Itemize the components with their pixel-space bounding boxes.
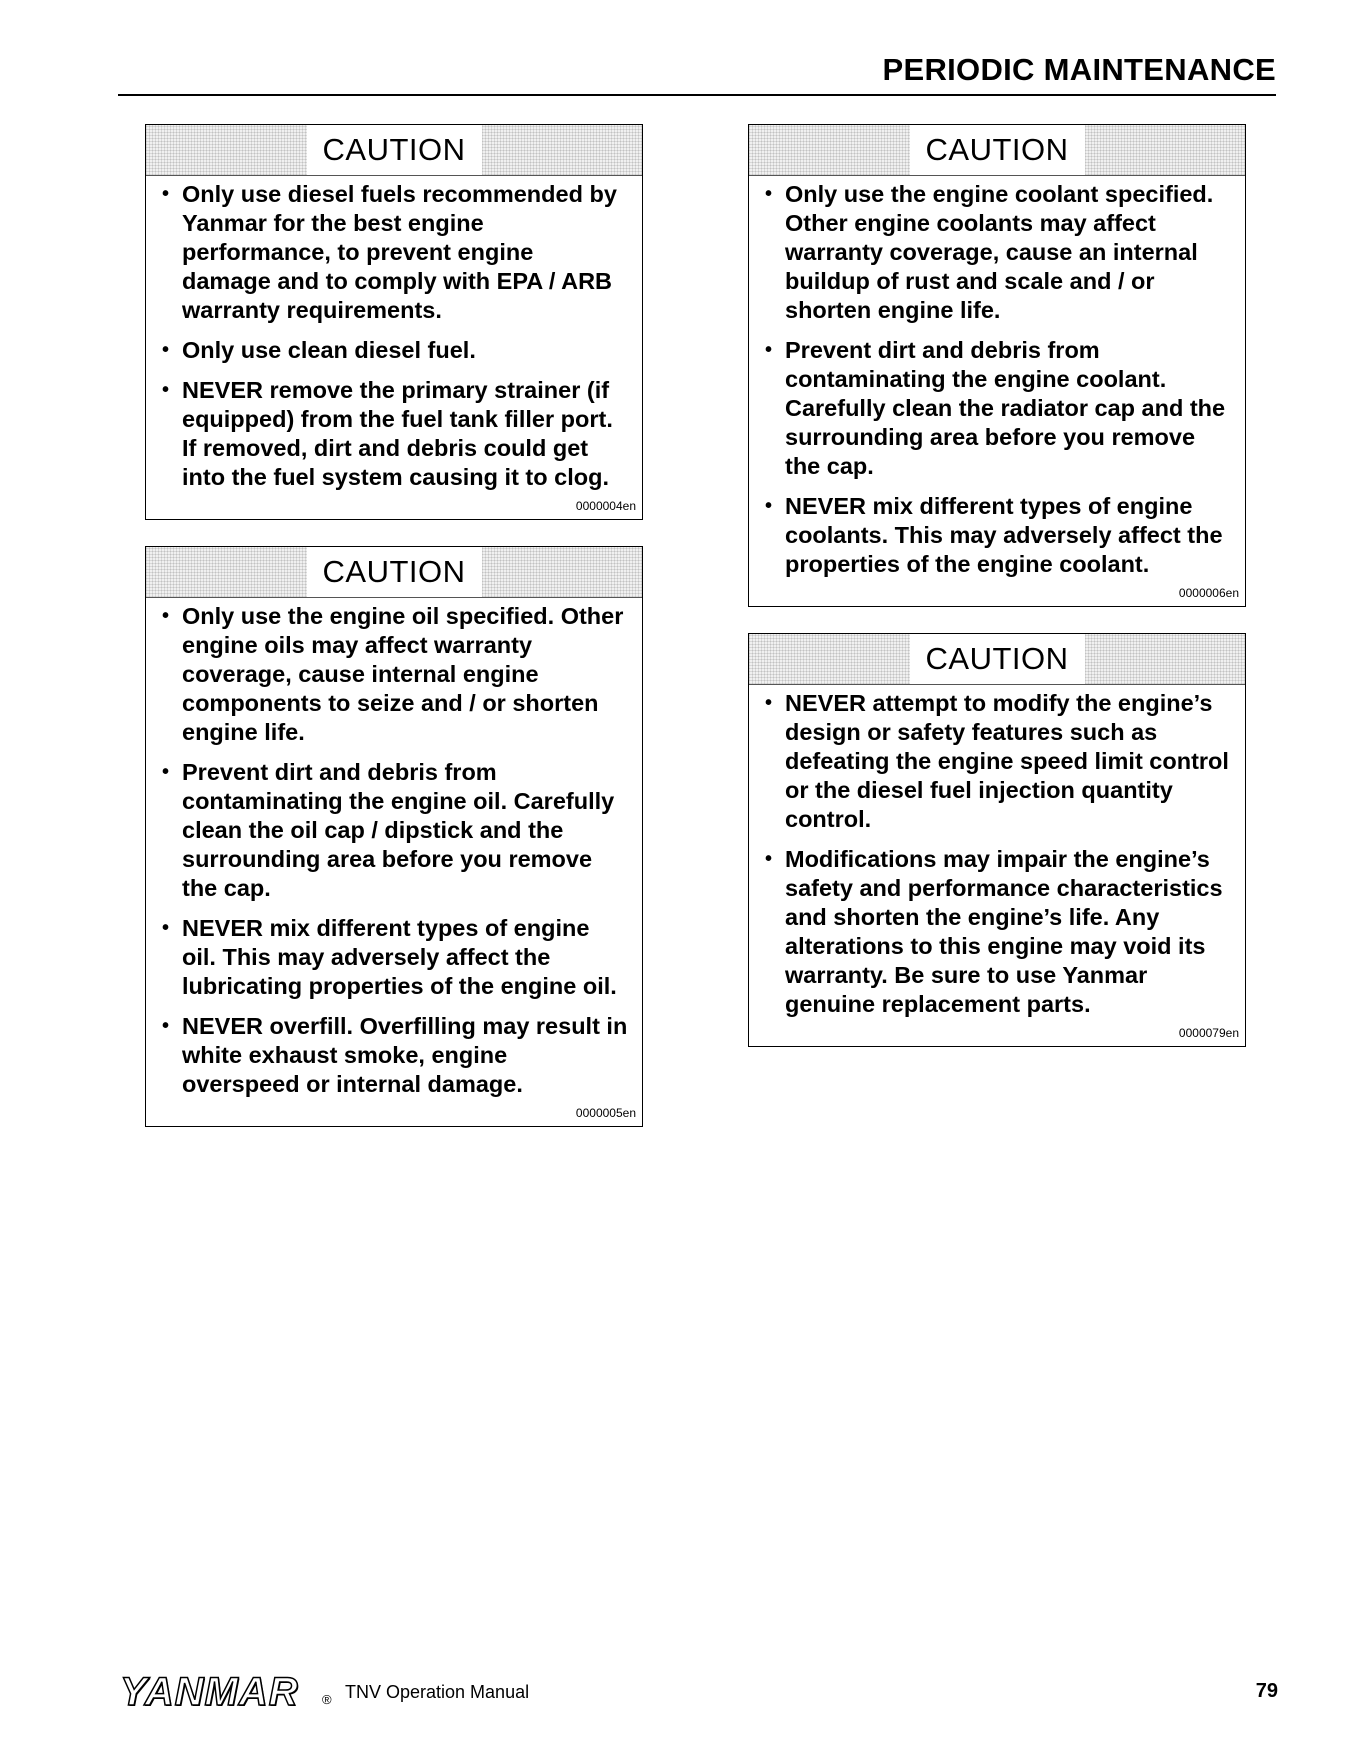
bullet-icon: • — [765, 495, 773, 517]
caution-heading: CAUTION — [910, 634, 1085, 684]
bullet-icon: • — [765, 848, 773, 870]
caution-header — [146, 547, 642, 598]
caution-item: • Prevent dirt and debris from contaminating the engine oil. Carefully clean the oil cap / dipstick and the surrounding area before you remove the cap. — [162, 759, 615, 901]
caution-item: • NEVER mix different types of engine coolants. This may adversely affect the properties of the engine coolant. — [765, 493, 1223, 577]
bullet-icon: • — [162, 605, 170, 627]
caution-box-oil — [145, 546, 643, 1127]
caution-list — [160, 180, 628, 492]
caution-item: • NEVER mix different types of engine oil. This may adversely affect the lubricating properties of the engine oil. — [162, 915, 617, 999]
caution-item: • Only use the engine coolant specified. Other engine coolants may affect warranty coverage, cause an internal buildup of rust and scale and / or shorten engine life. — [765, 181, 1214, 323]
bullet-icon: • — [162, 183, 170, 205]
bullet-icon: • — [765, 692, 773, 714]
page-number: 79 — [1255, 1680, 1278, 1702]
caution-item: • NEVER attempt to modify the engine’s design or safety features such as defeating the engine speed limit control or the diesel fuel injection quantity control. — [765, 690, 1229, 832]
caution-list — [763, 689, 1231, 1019]
caution-item: • Modifications may impair the engine’s safety and performance characteristics and shorten the engine’s life. Any alterations to this engine may void its warranty. Be sure to use Yanmar genuine replacement parts. — [765, 846, 1223, 1017]
bullet-icon: • — [162, 379, 170, 401]
reference-code: 0000005en — [575, 1106, 636, 1120]
bullet-icon: • — [162, 761, 170, 783]
caution-heading: CAUTION — [307, 125, 482, 175]
right-column — [748, 124, 1246, 1073]
manual-name: TNV Operation Manual — [345, 1682, 530, 1702]
bullet-icon: • — [765, 339, 773, 361]
caution-list — [160, 602, 628, 1099]
caution-item: • Prevent dirt and debris from contaminating the engine coolant. Carefully clean the radiator cap and the surrounding area before you remove the cap. — [765, 337, 1226, 479]
caution-item: • Only use the engine oil specified. Other engine oils may affect warranty coverage, cause internal engine components to seize and / or shorten engine life. — [162, 603, 624, 745]
caution-item: • NEVER overfill. Overfilling may result in white exhaust smoke, engine overspeed or internal damage. — [162, 1013, 628, 1097]
caution-header — [749, 634, 1245, 685]
page-footer — [120, 1670, 1278, 1714]
caution-item: • Only use diesel fuels recommended by Yanmar for the best engine performance, to prevent engine damage and to comply with EPA / ARB warranty requirements. — [162, 181, 617, 323]
bullet-icon: • — [162, 1015, 170, 1037]
left-column — [145, 124, 643, 1153]
registered-mark: ® — [322, 1692, 332, 1707]
caution-box-fuel — [145, 124, 643, 520]
reference-code: 0000079en — [1178, 1026, 1239, 1040]
reference-code: 0000004en — [575, 499, 636, 513]
reference-code: 0000006en — [1178, 586, 1239, 600]
bullet-icon: • — [162, 339, 170, 361]
page-header — [118, 48, 1276, 96]
caution-header — [146, 125, 642, 176]
yanmar-logo: YANMAR — [120, 1670, 299, 1714]
caution-heading: CAUTION — [910, 125, 1085, 175]
caution-header — [749, 125, 1245, 176]
page-title: PERIODIC MAINTENANCE — [882, 52, 1276, 87]
caution-item: • NEVER remove the primary strainer (if equipped) from the fuel tank filler port. If removed, dirt and debris could get into the fuel system causing it to clog. — [162, 377, 613, 490]
caution-box-coolant — [748, 124, 1246, 607]
caution-heading: CAUTION — [307, 547, 482, 597]
bullet-icon: • — [765, 183, 773, 205]
caution-list — [763, 180, 1231, 579]
bullet-icon: • — [162, 917, 170, 939]
caution-box-modification — [748, 633, 1246, 1047]
caution-item: • Only use clean diesel fuel. — [162, 337, 476, 363]
